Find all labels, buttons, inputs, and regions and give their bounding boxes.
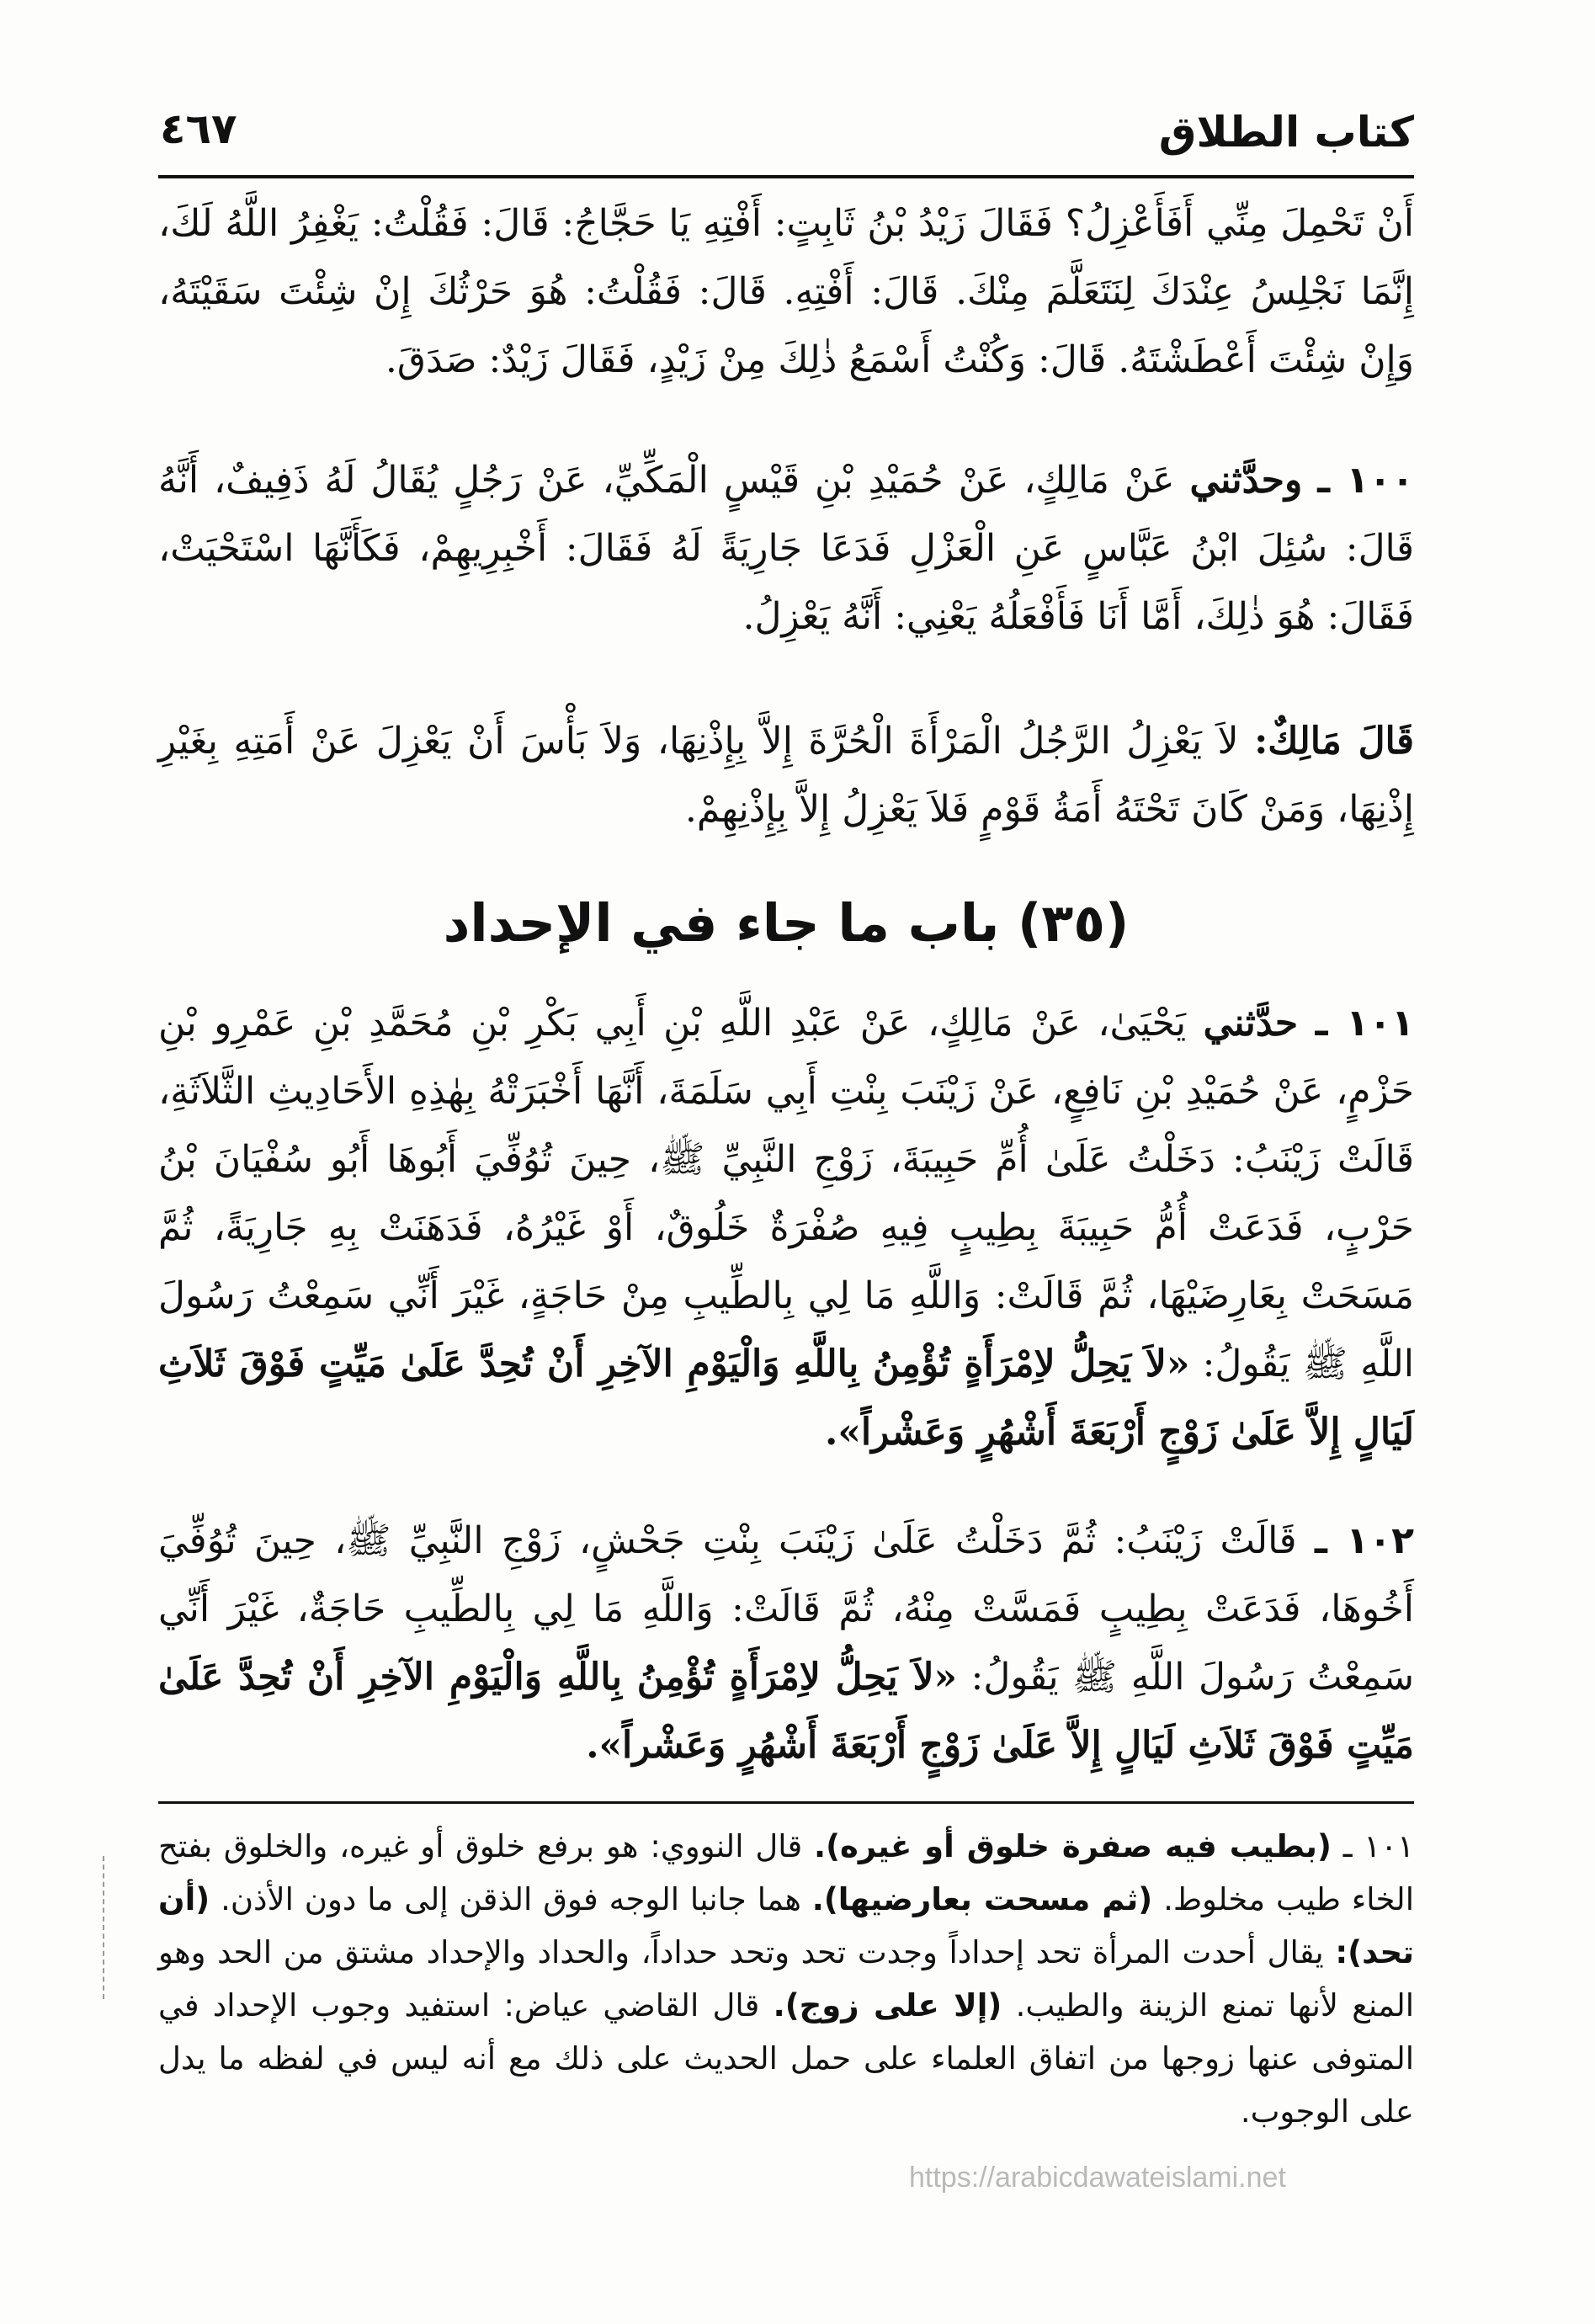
hadith-100 (158, 446, 1414, 651)
hadith-101 (158, 989, 1414, 1466)
footnote-term: (ثم مسحت بعارضيها). (811, 1881, 1153, 1917)
footnote-text: قال النووي: هو برفع خلوق أو غيره، والخلوق بفتح الخاء طيب مخلوط. (158, 1828, 1414, 1917)
footnote-number: ١٠١ ـ (1342, 1828, 1415, 1864)
comment-lead: قَالَ مَالِكٌ: (1254, 720, 1414, 763)
hadith-102 (158, 1507, 1414, 1779)
hadith-text: يَحْيَىٰ، عَنْ مَالِكٍ، عَنْ عَبْدِ اللَّهِ بْنِ أَبِي بَكْرِ بْنِ مُحَمَّدِ بْنِ عَمْرِو بْنِ حَزْمٍ، عَنْ حُمَيْدِ بْنِ نَافِعٍ، عَنْ زَيْنَبَ بِنْتِ أَبِي سَلَمَةَ، أَنَّهَا أَخْبَرَتْهُ بِهٰذِهِ الأَحَادِيثِ الثَّلاَثَةِ، قَالَتْ زَيْنَبُ: دَخَلْتُ عَلَىٰ أُمِّ حَبِيبَةَ، زَوْجِ النَّبِيِّ ﷺ، حِينَ تُوُفِّيَ أَبُوهَا أَبُو سُفْيَانَ بْنُ حَرْبٍ، فَدَعَتْ أُمُّ حَبِيبَةَ بِطِيبٍ فِيهِ صُفْرَةٌ خَلُوقٌ، أَوْ غَيْرُهُ، فَدَهَنَتْ بِهِ جَارِيَةً، ثُمَّ مَسَحَتْ بِعَارِضَيْهَا، ثُمَّ قَالَتْ: وَاللَّهِ مَا لِي بِالطِّيبِ مِنْ حَاجَةٍ، غَيْرَ أَنِّي سَمِعْتُ رَسُولَ اللَّهِ ﷺ يَقُولُ: (158, 1002, 1414, 1385)
hadith-text: قَالَتْ زَيْنَبُ: ثُمَّ دَخَلْتُ عَلَىٰ زَيْنَبَ بِنْتِ جَحْشٍ، زَوْجِ النَّبِيِّ ﷺ، حِينَ تُوُفِّيَ أَخُوهَا، فَدَعَتْ بِطِيبٍ فَمَسَّتْ مِنْهُ، ثُمَّ قَالَتْ: وَاللَّهِ مَا لِي بِالطِّيبِ حَاجَةٌ، غَيْرَ أَنِّي سَمِعْتُ رَسُولَ اللَّهِ ﷺ يَقُولُ: (158, 1519, 1414, 1699)
footnote-text: قال القاضي عياض: استفيد وجوب الإحداد في المتوفى عنها زوجها من اتفاق العلماء على حمل الحديث على ذلك مع أنه ليس في لفظه ما يدل على الوجوب. (158, 1987, 1414, 2130)
watermark-url: https://arabicdawateislami.net (909, 2162, 1286, 2194)
comment-text: لاَ يَعْزِلُ الرَّجُلُ الْمَرْأَةَ الْحُرَّةَ إِلاَّ بِإِذْنِهَا، وَلاَ بَأْسَ أَنْ يَعْزِلَ عَنْ أَمَتِهِ بِغَيْرِ إِذْنِهَا، وَمَنْ كَانَ تَحْتَهُ أَمَةُ قَوْمٍ فَلاَ يَعْزِلُ إِلاَّ بِإِذْنِهِمْ. (158, 720, 1414, 831)
hadith-number: ١٠٠ ـ (1317, 459, 1415, 502)
hadith-number: ١٠١ ـ (1315, 1002, 1414, 1045)
footnote-term: (بطيب فيه صفرة خلوق أو غيره). (814, 1828, 1332, 1864)
footnote (158, 1820, 1414, 2138)
footnote-text: يقال أحدت المرأة تحد إحداداً وجدت تحد وتحد حداداً، والحداد والإحداد مشتق من الحد وهو المنع لأنها تمنع الزينة والطيب. (158, 1934, 1415, 2024)
malik-comment (158, 707, 1414, 843)
hadith-number: ١٠٢ ـ (1314, 1519, 1414, 1562)
hadith-lead: وحدَّثني (1189, 459, 1303, 502)
footnote-divider (158, 1801, 1414, 1804)
prophetic-quote: «لاَ يَحِلُّ لاِمْرَأَةٍ تُؤْمِنُ بِاللَّهِ وَالْيَوْمِ الآخِرِ أَنْ تُحِدَّ عَلَىٰ مَيِّتٍ فَوْقَ ثَلاَثِ لَيَالٍ إِلاَّ عَلَىٰ زَوْجٍ أَرْبَعَةَ أَشْهُرٍ وَعَشْراً». (158, 1656, 1414, 1767)
hadith-lead: حدَّثني (1203, 1002, 1299, 1045)
scan-margin-mark (103, 1856, 104, 1999)
footnote-term: (إلا على زوج). (773, 1987, 1002, 2024)
chapter-heading: (٣٥) باب ما جاء في الإحداد (443, 892, 1130, 954)
paragraph-continuation: أَنْ تَحْمِلَ مِنِّي أَفَأَعْزِلُ؟ فَقَالَ زَيْدُ بْنُ ثَابِتٍ: أَفْتِهِ يَا حَجَّاجُ: قَالَ: فَقُلْتُ: يَغْفِرُ اللَّهُ لَكَ، إِنَّمَا نَجْلِسُ عِنْدَكَ لِنَتَعَلَّمَ مِنْكَ. قَالَ: أَفْتِهِ. قَالَ: فَقُلْتُ: هُوَ حَرْثُكَ إِنْ شِئْتَ سَقَيْتَهُ، وَإِنْ شِئْتَ أَعْطَشْتَهُ. قَالَ: وَكُنْتُ أَسْمَعُ ذٰلِكَ مِنْ زَيْدٍ، فَقَالَ زَيْدٌ: صَدَقَ. (158, 202, 1414, 381)
running-header-title: كتاب الطلاق (1158, 108, 1414, 157)
footnote-term: (أن تحد): (158, 1881, 1414, 1970)
footnote-text: هما جانبا الوجه فوق الذقن إلى ما دون الأذن. (221, 1881, 801, 1917)
hadith-text: عَنْ مَالِكٍ، عَنْ حُمَيْدِ بْنِ قَيْسٍ الْمَكِّيِّ، عَنْ رَجُلٍ يُقَالُ لَهُ ذَفِيفٌ، أَنَّهُ قَالَ: سُئِلَ ابْنُ عَبَّاسٍ عَنِ الْعَزْلِ فَدَعَا جَارِيَةً لَهُ فَقَالَ: أَخْبِرِيهِمْ، فَكَأَنَّهَا اسْتَحْيَتْ، فَقَالَ: هُوَ ذٰلِكَ، أَمَّا أَنَا فَأَفْعَلُهُ يَعْنِي: أَنَّهُ يَعْزِلُ. (158, 459, 1414, 638)
header-divider (158, 175, 1414, 178)
page-number: ٤٦٧ (160, 104, 237, 153)
prophetic-quote: «لاَ يَحِلُّ لاِمْرَأَةٍ تُؤْمِنُ بِاللَّهِ وَالْيَوْمِ الآخِرِ أَنْ تُحِدَّ عَلَىٰ مَيِّتٍ فَوْقَ ثَلاَثِ لَيَالٍ إِلاَّ عَلَىٰ زَوْجٍ أَرْبَعَةَ أَشْهُرٍ وَعَشْراً». (158, 1343, 1414, 1454)
